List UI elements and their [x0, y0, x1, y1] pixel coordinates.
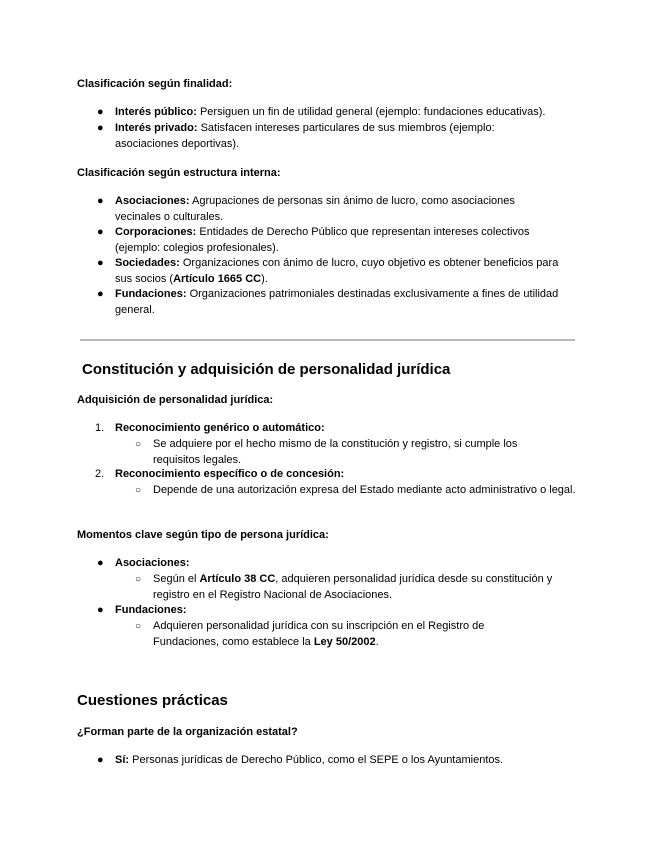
section-title-constitucion: Constitución y adquisición de personalidad jurídica	[82, 361, 451, 378]
section-title-cuestiones: Cuestiones prácticas	[77, 692, 228, 709]
heading-momentos: Momentos clave según tipo de persona jurídica:	[77, 529, 329, 541]
list-item: Fundaciones:	[115, 604, 187, 616]
list-item: Corporaciones: Entidades de Derecho Público que representan intereses colectivos (ejemplo: colegios profesionales).	[115, 226, 530, 254]
list-subitem: Adquieren personalidad jurídica con su inscripción en el Registro de Fundaciones, como establece la Ley 50/2002.	[153, 620, 485, 648]
bullet-icon: ●	[97, 122, 104, 134]
bullet-icon: ●	[97, 754, 104, 766]
bullet-icon: ●	[97, 288, 104, 300]
bullet-icon: ●	[97, 604, 104, 616]
list-subitem: Según el Artículo 38 CC, adquieren personalidad jurídica desde su constitución y registro en el Registro Nacional de Asociaciones.	[153, 573, 553, 601]
bullet-icon: ●	[97, 106, 104, 118]
list-item: Interés público: Persiguen un fin de utilidad general (ejemplo: fundaciones educativas).	[115, 106, 546, 118]
list-item: Asociaciones:	[115, 557, 190, 569]
list-item: Sí: Personas jurídicas de Derecho Público, como el SEPE o los Ayuntamientos.	[115, 754, 504, 766]
list-subitem: Se adquiere por el hecho mismo de la constitución y registro, si cumple los requisitos legales.	[153, 438, 518, 466]
hollow-bullet-icon: ○	[135, 439, 142, 450]
hollow-bullet-icon: ○	[135, 574, 142, 585]
list-subitem: Depende de una autorización expresa del Estado mediante acto administrativo o legal.	[153, 484, 576, 496]
heading-estructura: Clasificación según estructura interna:	[77, 167, 281, 179]
heading-pregunta: ¿Forman parte de la organización estatal?	[77, 726, 298, 738]
list-number: 1.	[95, 422, 105, 434]
heading-adquisicion: Adquisición de personalidad jurídica:	[77, 394, 274, 406]
list-number: 2.	[95, 468, 105, 480]
list-item: Interés privado: Satisfacen intereses particulares de sus miembros (ejemplo: asociaciones deportivas).	[115, 122, 495, 150]
list-item: Asociaciones: Agrupaciones de personas sin ánimo de lucro, como asociaciones vecinales o culturales.	[115, 195, 515, 223]
bullet-icon: ●	[97, 257, 104, 269]
bullet-icon: ●	[97, 557, 104, 569]
hollow-bullet-icon: ○	[135, 621, 142, 632]
list-item: Reconocimiento específico o de concesión:	[115, 468, 345, 480]
bullet-icon: ●	[97, 195, 104, 207]
bullet-icon: ●	[97, 226, 104, 238]
list-item: Reconocimiento genérico o automático:	[115, 422, 325, 434]
list-item: Fundaciones: Organizaciones patrimoniales destinadas exclusivamente a fines de utilidad general.	[115, 288, 559, 316]
hollow-bullet-icon: ○	[135, 485, 142, 496]
horizontal-divider	[80, 339, 575, 341]
heading-finalidad: Clasificación según finalidad:	[77, 78, 233, 90]
list-item: Sociedades: Organizaciones con ánimo de lucro, cuyo objetivo es obtener beneficios para sus socios (Artículo 1665 CC).	[115, 257, 559, 285]
